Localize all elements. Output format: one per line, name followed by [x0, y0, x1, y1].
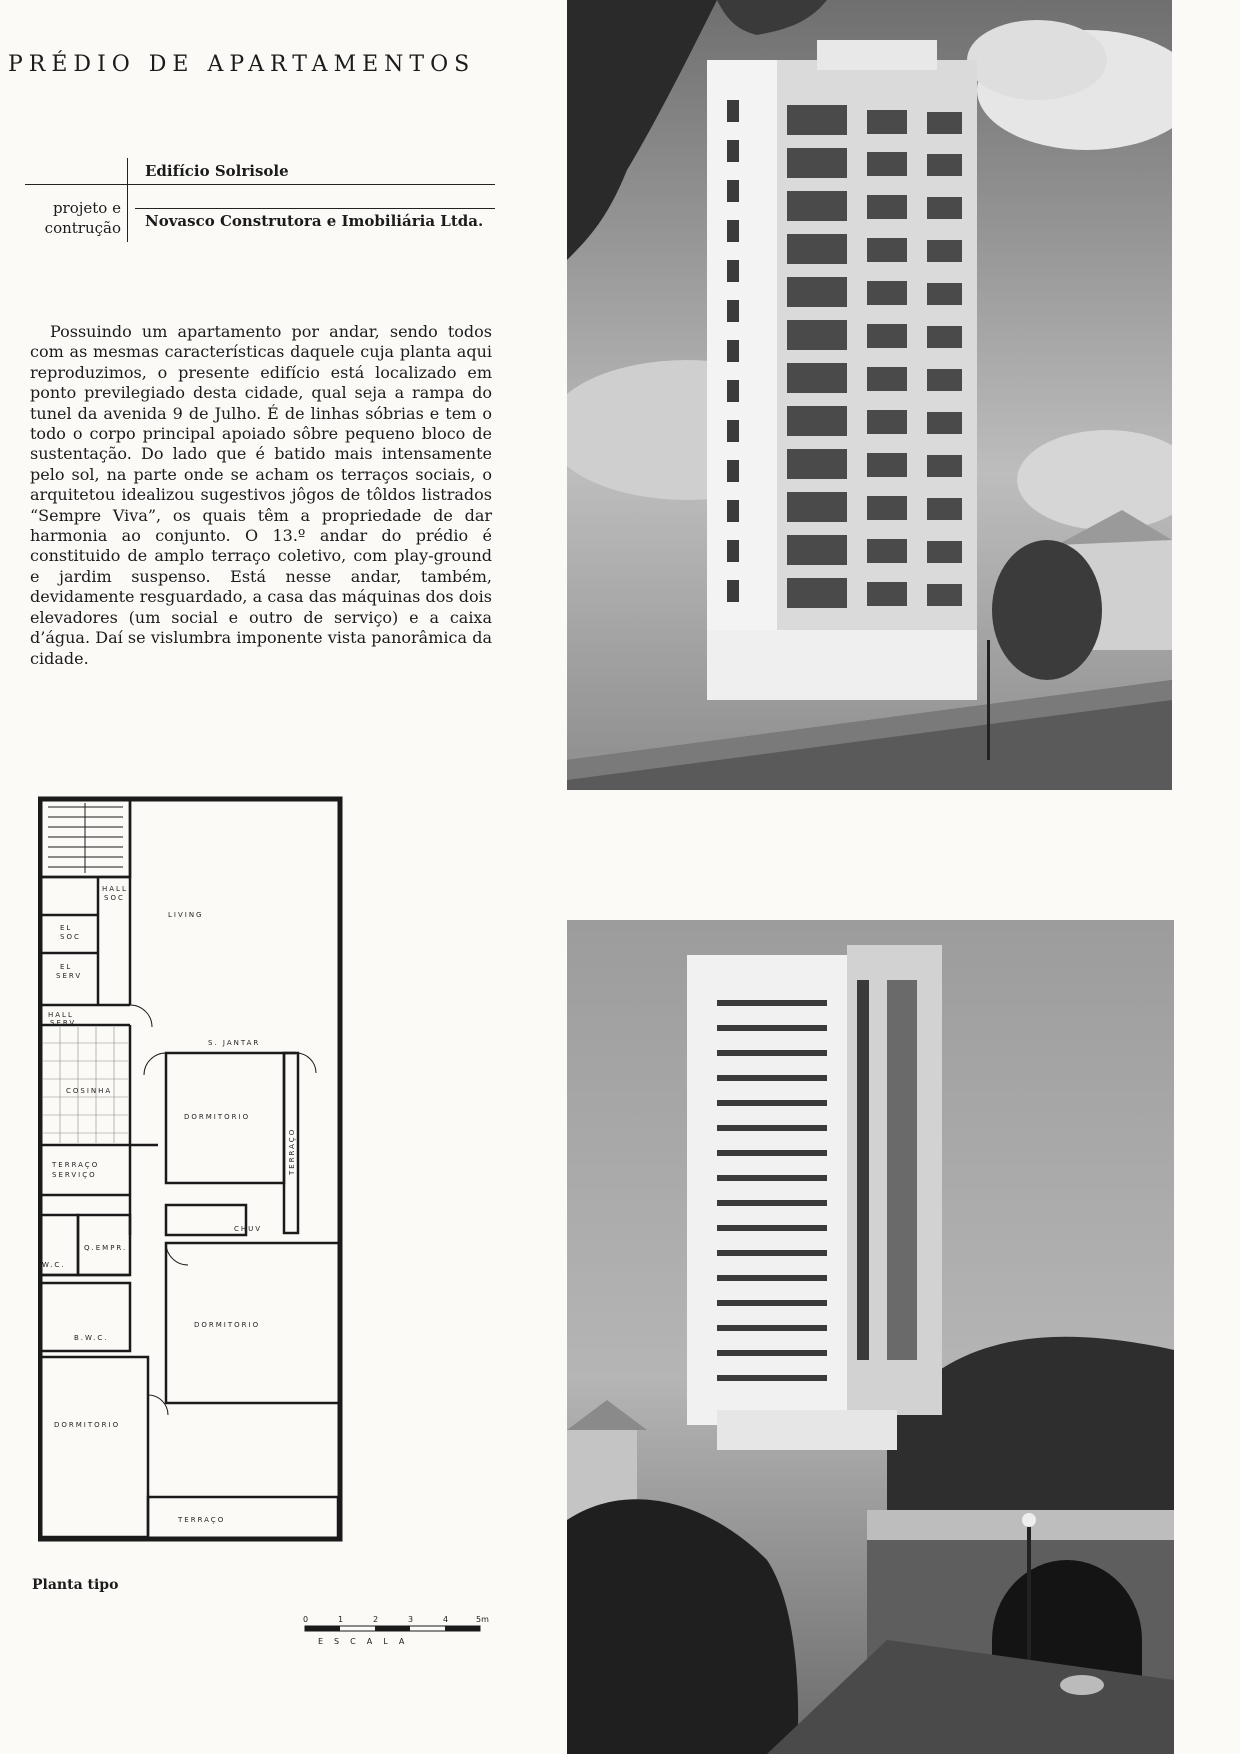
building-photo-bottom-image: [567, 920, 1174, 1754]
article-body: Possuindo um apartamento por andar, sendo todos com as mesmas características daquele cuja planta aqui reproduzimos, o presente edifício está localizado em ponto previlegiado desta cidade, qual seja a rampa do tunel da avenida 9 de Julho. É de linhas sóbrias e tem o todo o corpo principal apoiado sôbre pequeno bloco de sustentação. Do lado que é batido mais intensamente pelo sol, na parte onde se acham os terraços sociais, o arquitetou idealizou sugestivos jôgos de tôldos listrados “Sempre Viva”, os quais têm a propriedade de dar harmonia ao conjunto. O 13.º andar do prédio é constituido de amplo terraço coletivo, com play-ground e jardim suspenso. Está nesse andar, também, devidamente resguardado, a casa das máquinas dos dois elevadores (um social e outro de serviço) e a caixa d’água. Daí se vislumbra imponente vista panorâmica da cidade.: [30, 322, 492, 668]
credits-role-label: [25, 198, 121, 238]
room-cosinha: COSINHA: [66, 1087, 113, 1095]
scale-tick-5: 5m: [476, 1615, 489, 1624]
room-terraco-servico-1: TERRAÇO: [52, 1161, 100, 1169]
credits-role-line2: contrução: [44, 219, 121, 237]
room-terraco-servico-2: SERVIÇO: [52, 1171, 97, 1179]
building-photo-bottom: [567, 920, 1174, 1754]
scale-bar: [300, 1608, 510, 1658]
scale-label: ESCALA: [318, 1637, 416, 1646]
credits-role-line1: projeto e: [52, 199, 121, 217]
credits-rule-vertical: [127, 158, 128, 242]
room-hall-soc-2: SOC: [104, 894, 125, 902]
scale-tick-2: 2: [373, 1615, 379, 1624]
floor-plan-drawing: [38, 795, 348, 1555]
room-dormitorio-3: DORMITORIO: [54, 1421, 121, 1429]
room-el-serv-2: SERV: [56, 972, 83, 980]
plan-caption: Planta tipo: [32, 1577, 119, 1593]
room-dormitorio-2: DORMITORIO: [194, 1321, 261, 1329]
credits-block: [25, 158, 495, 248]
scale-tick-3: 3: [408, 1615, 414, 1624]
room-terraco-bottom: TERRAÇO: [178, 1516, 226, 1524]
room-el-soc-1: EL: [60, 924, 73, 932]
room-el-serv-1: EL: [60, 963, 73, 971]
room-chuv: CHUV: [234, 1225, 263, 1233]
building-photo-top-image: [567, 0, 1172, 790]
company-name: Novasco Construtora e Imobiliária Ltda.: [145, 212, 484, 230]
page-title: PRÉDIO DE APARTAMENTOS: [8, 52, 476, 77]
building-photo-top: [567, 0, 1172, 790]
floor-plan: [38, 795, 348, 1555]
credits-rule-top: [25, 184, 495, 185]
room-wc: W.C.: [42, 1261, 66, 1269]
room-s-jantar: S. JANTAR: [208, 1039, 261, 1047]
scale-tick-0: 0: [303, 1615, 309, 1624]
room-dormitorio-1: DORMITORIO: [184, 1113, 251, 1121]
scale-tick-4: 4: [443, 1615, 449, 1624]
room-q-empr: Q.EMPR.: [84, 1244, 128, 1252]
building-name: Edifício Solrisole: [145, 162, 289, 180]
room-hall-soc-1: HALL: [102, 885, 128, 893]
room-hall-serv-1: HALL: [48, 1011, 74, 1019]
scale-bar-drawing: [300, 1608, 510, 1638]
room-terraco-side: TERRAÇO: [288, 1127, 296, 1175]
room-el-soc-2: SOC: [60, 933, 81, 941]
scale-tick-1: 1: [338, 1615, 344, 1624]
room-hall-serv-2: SERV: [50, 1019, 77, 1027]
room-living: LIVING: [168, 911, 204, 919]
room-bwc: B.W.C.: [74, 1334, 109, 1342]
